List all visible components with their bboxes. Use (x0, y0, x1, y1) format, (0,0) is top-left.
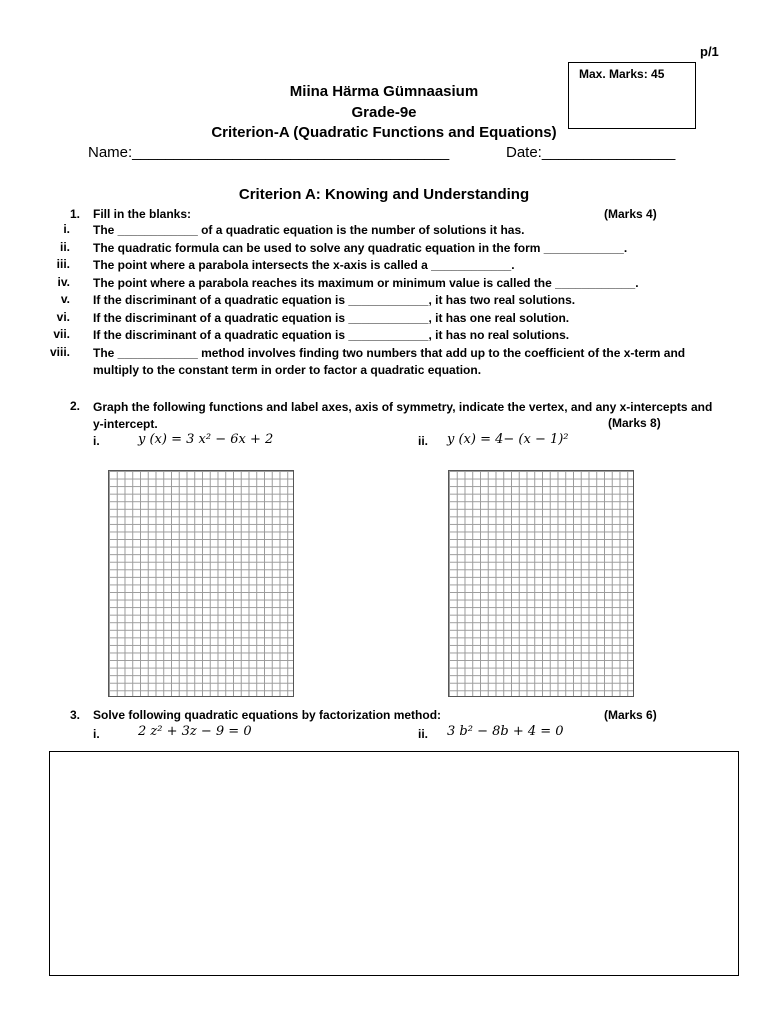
q1-item-text: The quadratic formula can be used to solve any quadratic equation in the form ____________. (93, 241, 628, 255)
q2-part-number: ii. (418, 434, 429, 448)
q1-item-number: i. (63, 222, 70, 236)
graph-grid[interactable] (108, 470, 294, 697)
q1-item-number: iv. (57, 275, 70, 289)
q3-equation: 2 z² + 3z − 9 = 0 (138, 724, 252, 739)
answer-box[interactable] (49, 751, 739, 976)
q3-marks: (Marks 6) (604, 708, 657, 722)
date-field[interactable]: Date:________________ (506, 144, 676, 161)
graph-grid[interactable] (448, 470, 634, 697)
q1-item-text: If the discriminant of a quadratic equation is ____________, it has no real solutions. (93, 328, 570, 342)
q1-item-number: vi. (56, 310, 70, 324)
q1-item-number: vii. (53, 327, 70, 341)
grade-title: Grade-9e (351, 104, 417, 121)
q3-part-number: i. (93, 727, 100, 741)
q2-number: 2. (69, 399, 80, 413)
q3-number: 3. (69, 708, 80, 722)
q2-equation: y (x) = 3 x² − 6x + 2 (138, 432, 274, 447)
q1-item-number: viii. (49, 345, 70, 359)
q1-item-number: v. (60, 292, 70, 306)
q3-equation: 3 b² − 8b + 4 = 0 (447, 724, 564, 739)
q1-item-text: The point where a parabola reaches its maximum or minimum value is called the ____________. (93, 276, 639, 290)
q3-title: Solve following quadratic equations by factorization method: (93, 708, 442, 722)
q3-part-number: ii. (418, 727, 429, 741)
q1-item-text: If the discriminant of a quadratic equation is ____________, it has two real solutions. (93, 293, 576, 307)
q1-item-text: The point where a parabola intersects the x-axis is called a ____________. (93, 258, 515, 272)
q1-item-text: If the discriminant of a quadratic equation is ____________, it has one real solution. (93, 311, 570, 325)
max-marks-label: Max. Marks: 45 (579, 67, 665, 81)
page-number: p/1 (700, 44, 719, 59)
q2-marks: (Marks 8) (608, 416, 661, 430)
q2-title: Graph the following functions and label axes, axis of symmetry, indicate the vertex, and any x-intercepts and y-intercept. (93, 400, 713, 431)
q1-number: 1. (69, 207, 80, 221)
q1-item-number: iii. (56, 257, 70, 271)
q1-item-number: ii. (59, 240, 70, 254)
q1-item-text: The ____________ method involves finding two numbers that add up to the coefficient of the x-term and multiply to the constant term in order to factor a quadratic equation. (93, 346, 686, 377)
q2-part-number: i. (93, 434, 100, 448)
q1-marks: (Marks 4) (604, 207, 657, 221)
q2-equation: y (x) = 4− (x − 1)² (447, 432, 569, 447)
q1-title: Fill in the blanks: (93, 207, 192, 221)
q1-item-text: The ____________ of a quadratic equation is the number of solutions it has. (93, 223, 525, 237)
section-title: Criterion A: Knowing and Understanding (238, 186, 530, 203)
criterion-title: Criterion-A (Quadratic Functions and Equations) (211, 124, 557, 141)
school-name: Miina Härma Gümnaasium (289, 83, 479, 100)
name-field[interactable]: Name:______________________________________ (88, 144, 450, 161)
